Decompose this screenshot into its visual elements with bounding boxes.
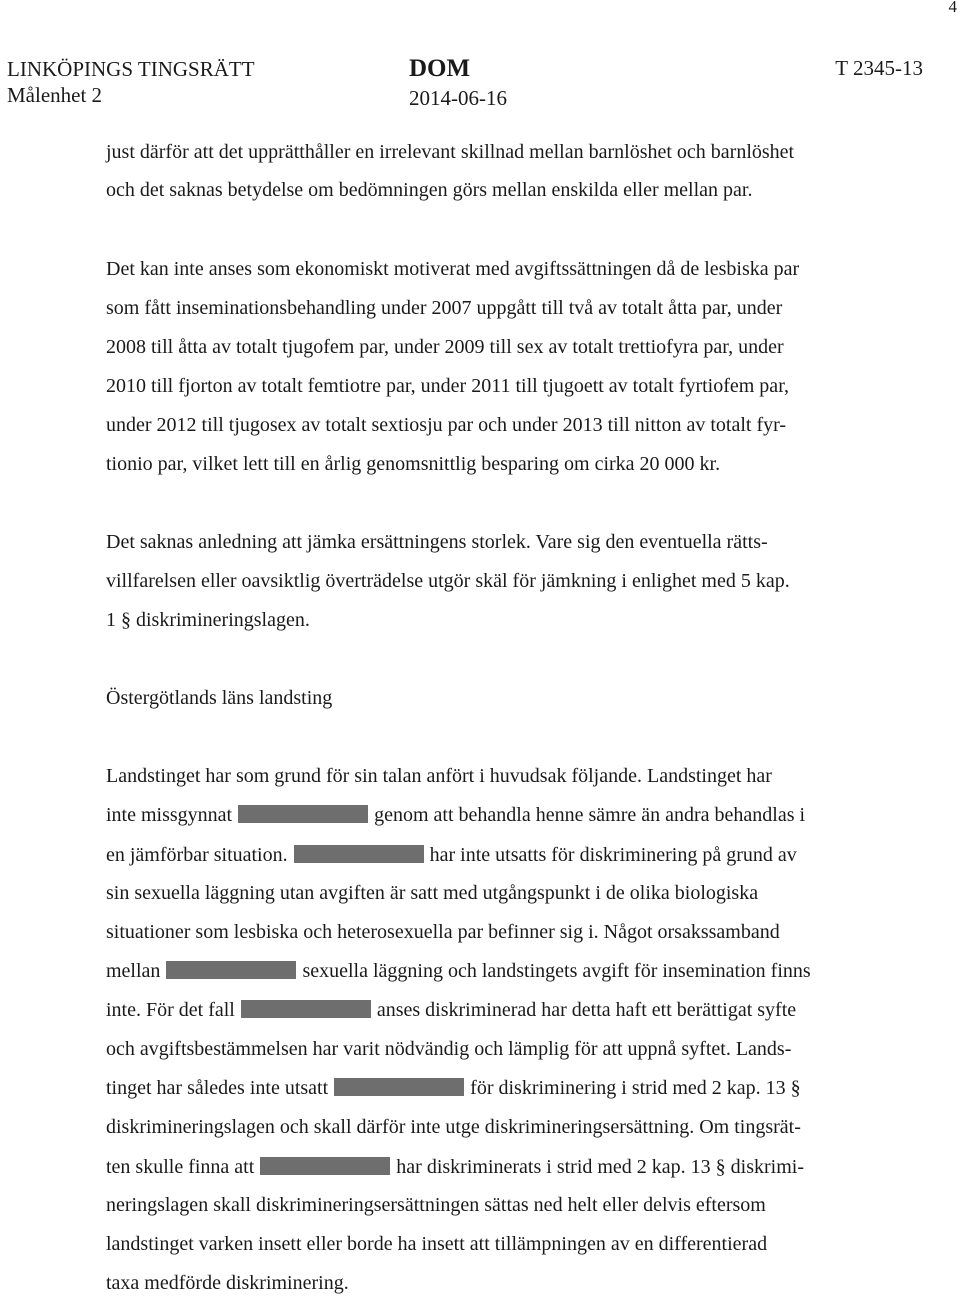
paragraph-line: under 2012 till tjugosex av totalt sextiosju par och under 2013 till nitton av totalt fyr- — [106, 414, 787, 436]
text-segment: mellan — [106, 960, 161, 982]
paragraph-line-redacted — [106, 1155, 804, 1179]
paragraph-line: tionio par, vilket lett till en årlig genomsnittlig besparing om cirka 20 000 kr. — [106, 453, 721, 475]
paragraph-line-redacted — [106, 959, 811, 983]
paragraph-line: som fått inseminationsbehandling under 2007 uppgått till två av totalt åtta par, under — [106, 297, 783, 319]
paragraph-line-redacted — [106, 1076, 801, 1100]
paragraph-line: 1 § diskrimineringslagen. — [106, 609, 310, 631]
section-heading: Östergötlands läns landsting — [106, 687, 333, 709]
text-segment: ten skulle finna att — [106, 1156, 255, 1178]
paragraph-line: neringslagen skall diskrimineringsersättningen sättas ned helt eller delvis eftersom — [106, 1194, 766, 1216]
paragraph-line: situationer som lesbiska och heterosexuella par befinner sig i. Något orsakssamband — [106, 921, 780, 943]
case-number: T 2345-13 — [835, 56, 923, 80]
paragraph-line: och avgiftsbestämmelsen har varit nödvändig och lämplig för att uppnå syftet. Lands- — [106, 1038, 792, 1060]
paragraph-line: taxa medförde diskriminering. — [106, 1272, 349, 1294]
paragraph-line: just därför att det upprätthåller en irrelevant skillnad mellan barnlöshet och barnlöshet — [106, 141, 795, 163]
paragraph-line: diskrimineringslagen och skall därför inte utge diskrimineringsersättning. Om tingsrät- — [106, 1116, 801, 1138]
page-number: 4 — [948, 0, 957, 16]
redaction-box — [241, 1000, 371, 1018]
document-date: 2014-06-16 — [409, 86, 507, 110]
paragraph-line: 2008 till åtta av totalt tjugofem par, under 2009 till sex av totalt trettiofyra par, under — [106, 336, 784, 358]
document-type: DOM — [409, 55, 471, 82]
text-segment: har inte utsatts för diskriminering på grund av — [429, 844, 797, 866]
text-segment: anses diskriminerad har detta haft ett berättigat syfte — [376, 999, 797, 1021]
text-segment: inte. För det fall — [106, 999, 235, 1021]
paragraph-line: landstinget varken insett eller borde ha insett att tillämpningen av en differentierad — [106, 1233, 768, 1255]
paragraph-line: 2010 till fjorton av totalt femtiotre par, under 2011 till tjugoett av totalt fyrtiofem par, — [106, 375, 790, 397]
court-name: LINKÖPINGS TINGSRÄTT — [7, 57, 255, 81]
paragraph-line-redacted — [106, 998, 796, 1022]
paragraph-line: Det kan inte anses som ekonomiskt motiverat med avgiftssättningen då de lesbiska par — [106, 258, 800, 280]
text-segment: tinget har således inte utsatt — [106, 1077, 329, 1099]
redaction-box — [294, 845, 424, 863]
paragraph-line: och det saknas betydelse om bedömningen görs mellan enskilda eller mellan par. — [106, 179, 753, 201]
paragraph-line: Landstinget har som grund för sin talan anfört i huvudsak följande. Landstinget har — [106, 765, 772, 787]
text-segment: för diskriminering i strid med 2 kap. 13 § — [470, 1077, 801, 1099]
redaction-box — [166, 961, 296, 979]
paragraph-line: villfarelsen eller oavsiktlig överträdelse utgör skäl för jämkning i enlighet med 5 kap. — [106, 570, 790, 592]
paragraph-line: Det saknas anledning att jämka ersättningens storlek. Vare sig den eventuella rätts- — [106, 531, 768, 553]
text-segment: genom att behandla henne sämre än andra behandlas i — [374, 804, 806, 826]
text-segment: inte missgynnat — [106, 804, 233, 826]
redaction-box — [238, 805, 368, 823]
text-segment: sexuella läggning och landstingets avgift för insemination finns — [302, 960, 811, 982]
paragraph-line-redacted — [106, 803, 805, 827]
court-unit: Målenhet 2 — [7, 83, 103, 107]
text-segment: en jämförbar situation. — [106, 844, 288, 866]
header-court-block — [7, 56, 255, 108]
redaction-box — [334, 1078, 464, 1096]
redaction-box — [260, 1157, 390, 1175]
text-segment: har diskriminerats i strid med 2 kap. 13 § diskrimi- — [396, 1156, 805, 1178]
paragraph-line: sin sexuella läggning utan avgiften är satt med utgångspunkt i de olika biologiska — [106, 882, 759, 904]
paragraph-line-redacted — [106, 843, 797, 867]
